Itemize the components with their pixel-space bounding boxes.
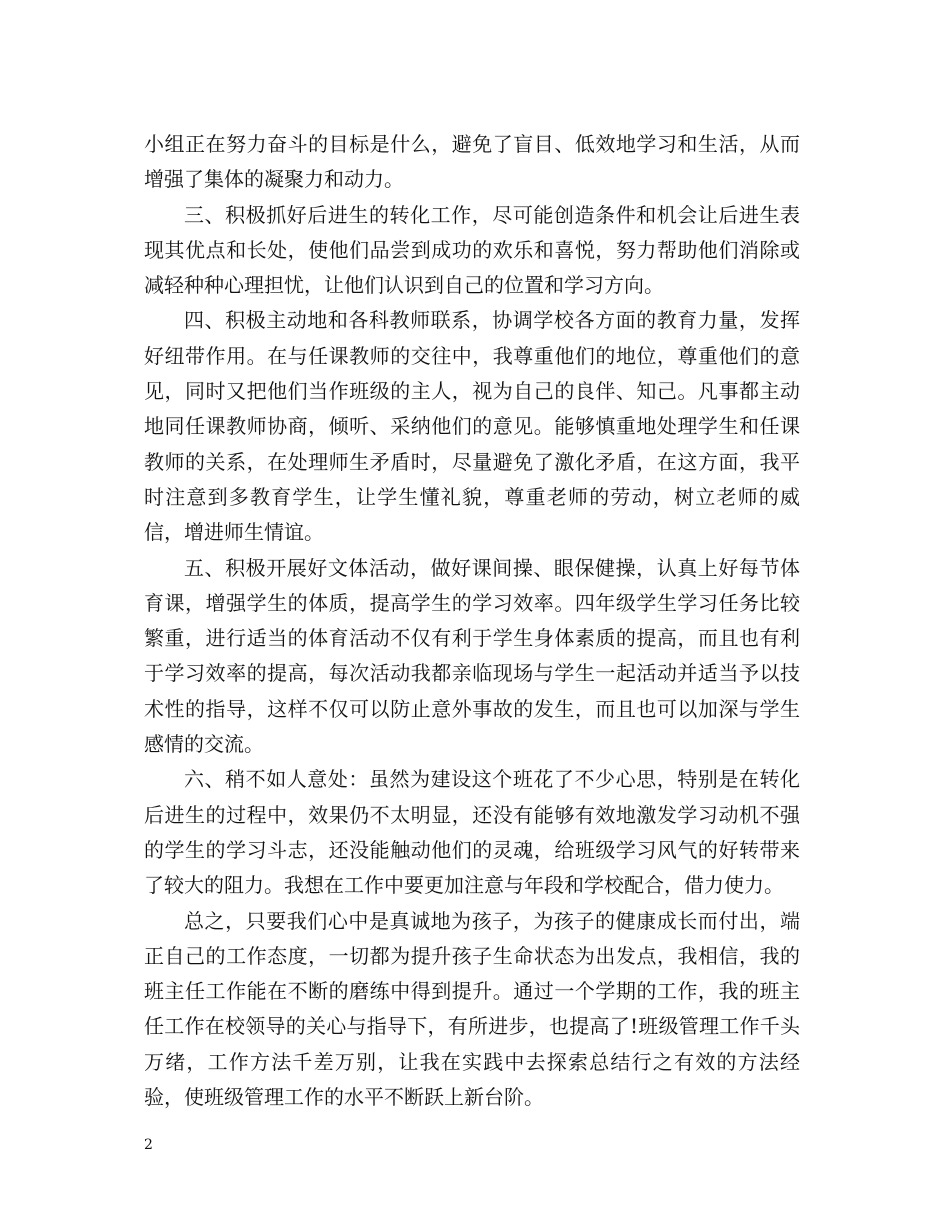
paragraph-item-4: 四、积极主动地和各科教师联系，协调学校各方面的教育力量，发挥好纽带作用。在与任课教师的交往中，我尊重他们的地位，尊重他们的意见，同时又把他们当作班级的主人，视为自己的良伴、知己。凡事都主动地同任课教师协商，倾听、采纳他们的意见。能够慎重地处理学生和任课教师的关系，在处理师生矛盾时，尽量避免了激化矛盾，在这方面，我平时注意到多教育学生，让学生懂礼貌，尊重老师的劳动，树立老师的威信，增进师生情谊。 [144, 308, 800, 545]
document-body [144, 127, 800, 1115]
paragraph-item-6: 六、稍不如人意处：虽然为建设这个班花了不少心思，特别是在转化后进生的过程中，效果仍不太明显，还没有能够有效地激发学习动机不强的学生的学习斗志，还没能触动他们的灵魂，给班级学习风气的好转带来了较大的阻力。我想在工作中要更加注意与年段和学校配合，借力使力。 [144, 767, 800, 898]
paragraph-item-5: 五、积极开展好文体活动，做好课间操、眼保健操，认真上好每节体育课，增强学生的体质，提高学生的学习效率。四年级学生学习任务比较繁重，进行适当的体育活动不仅有利于学生身体素质的提高，而且也有利于学习效率的提高，每次活动我都亲临现场与学生一起活动并适当予以技术性的指导，这样不仅可以防止意外事故的发生，而且也可以加深与学生感情的交流。 [144, 555, 800, 757]
paragraph-item-3: 三、积极抓好后进生的转化工作，尽可能创造条件和机会让后进生表现其优点和长处，使他们品尝到成功的欢乐和喜悦，努力帮助他们消除或减轻种种心理担忧，让他们认识到自己的位置和学习方向。 [144, 202, 800, 298]
page-number: 2 [144, 1137, 153, 1153]
paragraph-continuation: 小组正在努力奋斗的目标是什么，避免了盲目、低效地学习和生活，从而增强了集体的凝聚力和动力。 [144, 132, 800, 192]
paragraph-conclusion: 总之，只要我们心中是真诚地为孩子，为孩子的健康成长而付出，端正自己的工作态度，一切都为提升孩子生命状态为出发点，我相信，我的班主任工作能在不断的磨练中得到提升。通过一个学期的工作，我的班主任工作在校领导的关心与指导下，有所进步，也提高了!班级管理工作千头万绪，工作方法千差万别，让我在实践中去探索总结行之有效的方法经验，使班级管理工作的水平不断跃上新台阶。 [144, 908, 800, 1110]
